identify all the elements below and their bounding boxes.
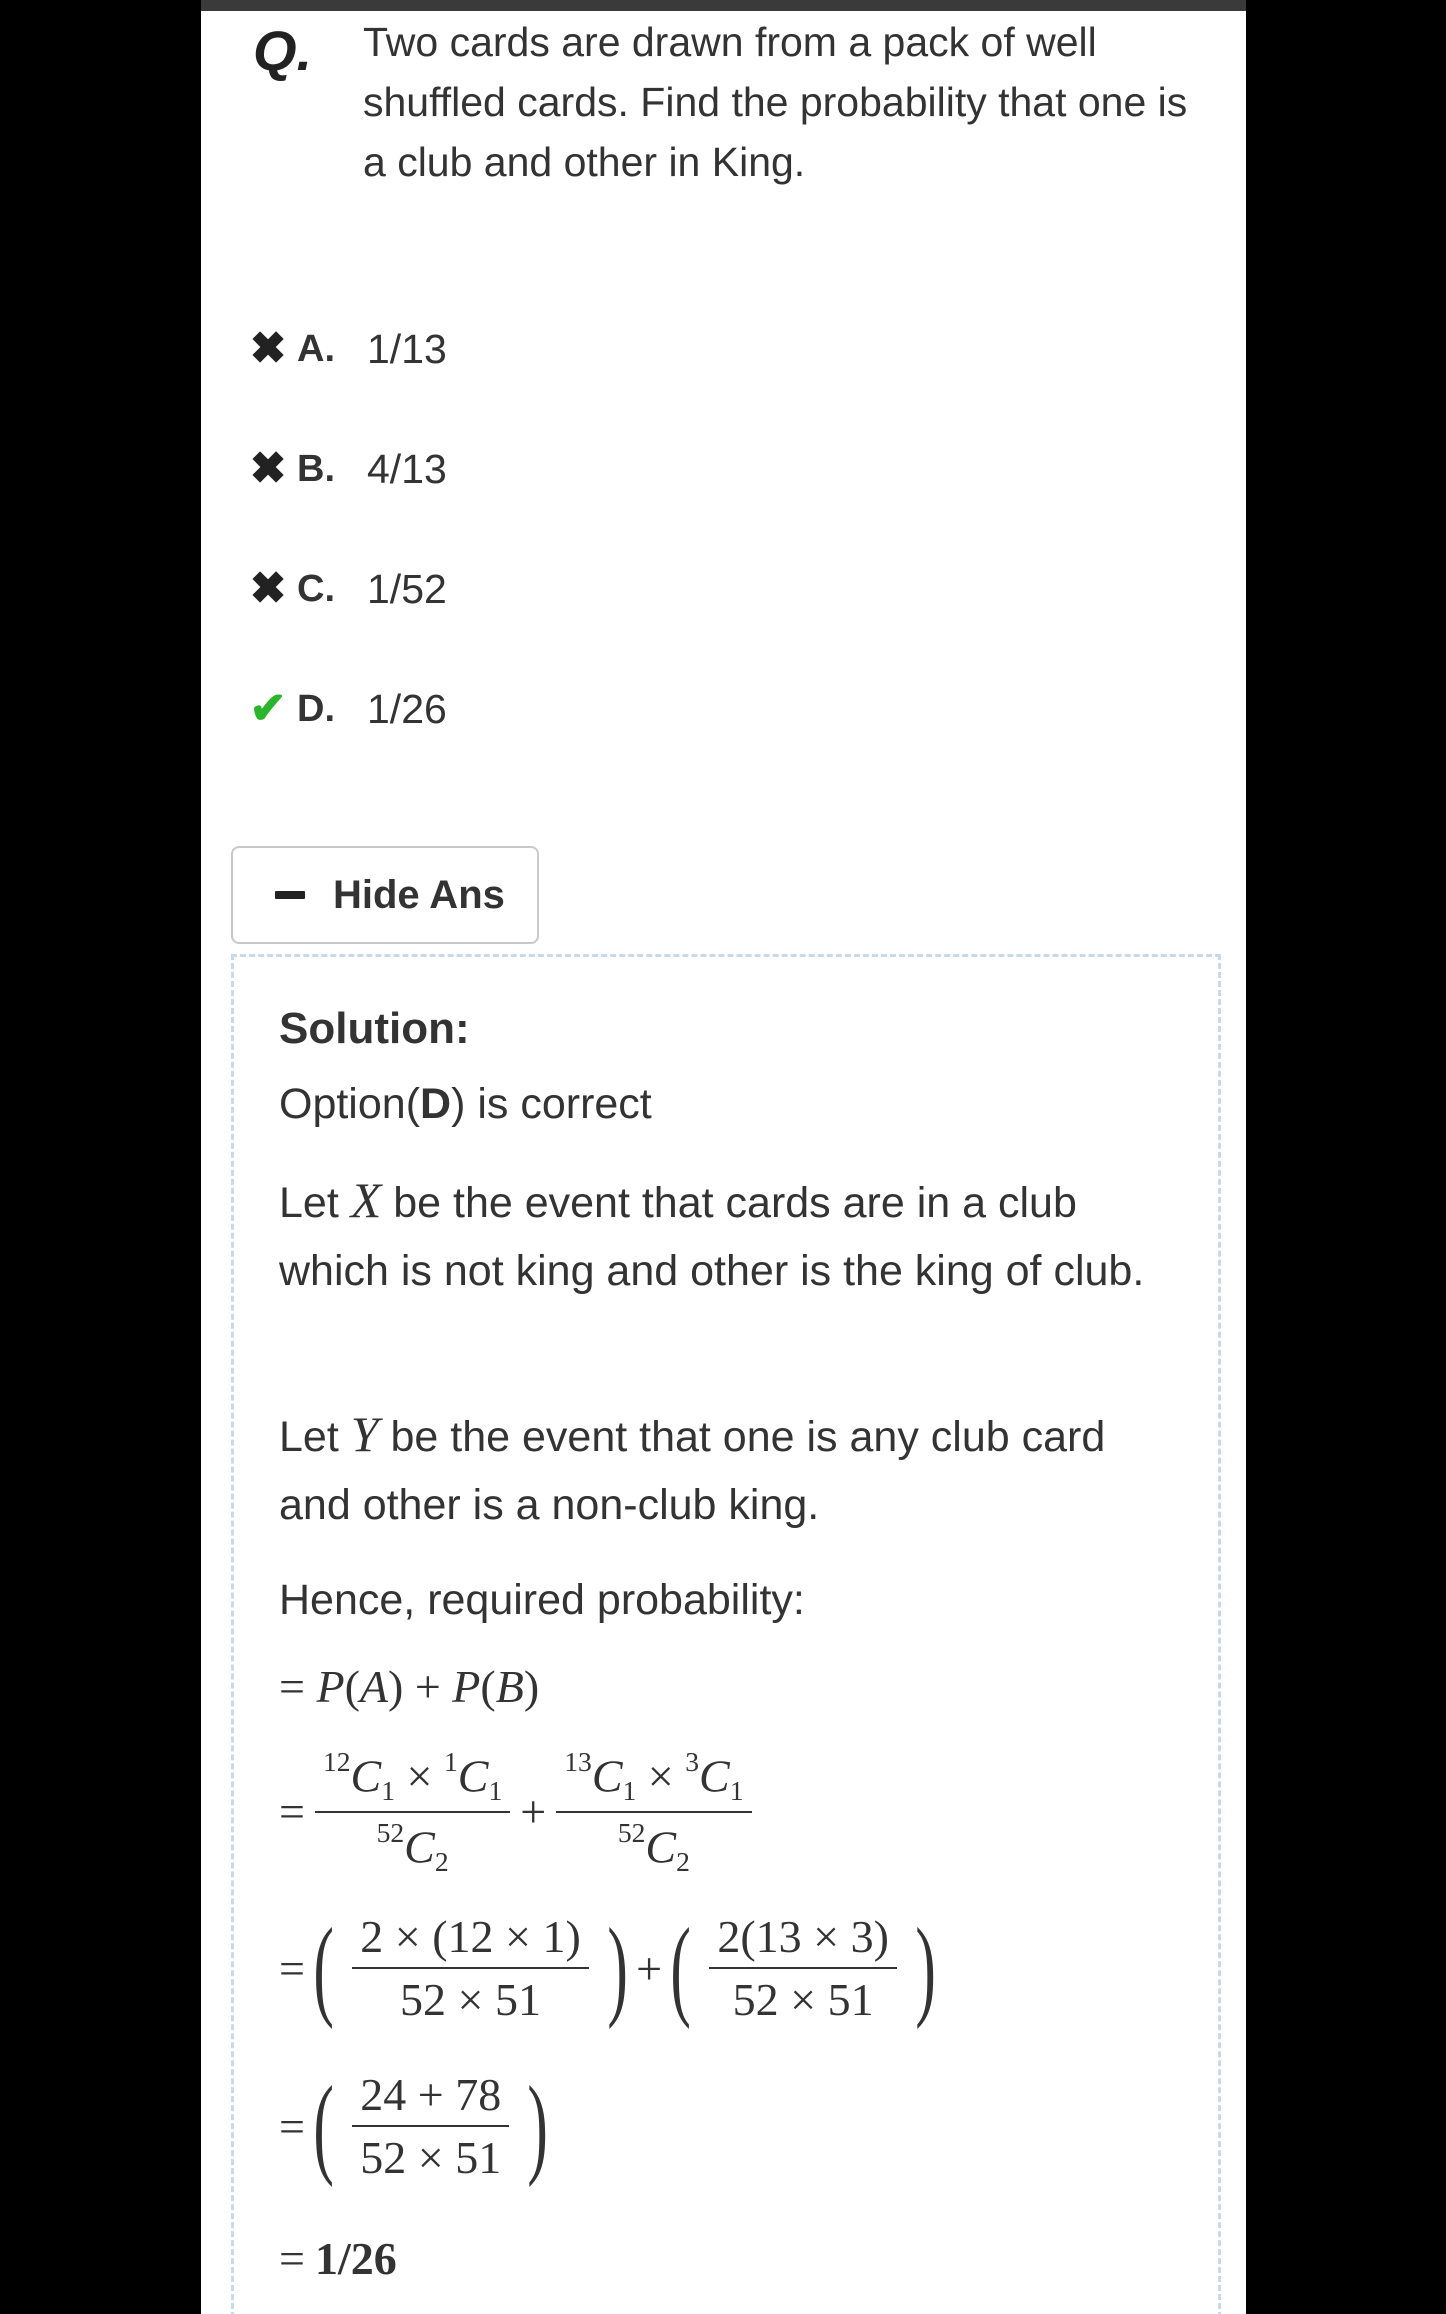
hide-answer-label: Hide Ans bbox=[333, 872, 505, 917]
minus-icon bbox=[275, 891, 305, 899]
var-x: X bbox=[350, 1172, 382, 1228]
correct-option-line: Option(D) is correct bbox=[279, 1080, 652, 1128]
option-value: 1/13 bbox=[367, 325, 447, 372]
solution-para-x: Let X be the event that cards are in a club which is not king and other is the king of club. bbox=[279, 1172, 1145, 1295]
option-letter: A. bbox=[297, 327, 335, 370]
var-y: Y bbox=[350, 1406, 379, 1462]
equation-line-1: = P(A) + P(B) bbox=[279, 1661, 540, 1712]
solution-para-hence: Hence, required probability: bbox=[279, 1576, 805, 1624]
option-value: 1/26 bbox=[367, 685, 447, 732]
equation-line-4: = ( $\frac{24 + 78}{52 \times 51}$ ) bbox=[279, 2064, 549, 2188]
question-marker: Q. bbox=[253, 19, 313, 82]
option-a[interactable] bbox=[245, 319, 447, 379]
equation-line-3: = ( $\frac{2 \times (12 \times 1)}{52 \times 51}$ ) + ( $\frac{2(13 \times 3)}{52 \times 51}$ ) bbox=[279, 1906, 936, 2030]
fraction: $\frac{^{12}C_1 \times ^1C_1}{^{52}C_2}$ bbox=[315, 1746, 510, 1878]
option-value: 4/13 bbox=[367, 445, 447, 492]
x-icon: ✖ bbox=[249, 444, 287, 493]
solution-para-y: Let Y be the event that one is any club card and other is a non-club king. bbox=[279, 1406, 1106, 1529]
option-c[interactable] bbox=[245, 559, 447, 619]
question-text: Two cards are drawn from a pack of well shuffled cards. Find the probability that one is a club and other in King. bbox=[363, 19, 1188, 185]
equation-line-2: = $\frac{^{12}C_1 \times ^1C_1}{^{52}C_2}$ + $\frac{^{13}C_1 \times ^3C_1}{^{52}C_2}$ bbox=[279, 1746, 762, 1878]
option-letter: B. bbox=[297, 447, 335, 490]
x-icon: ✖ bbox=[249, 564, 287, 613]
option-d[interactable] bbox=[245, 679, 447, 739]
option-letter: C. bbox=[297, 567, 335, 610]
x-icon: ✖ bbox=[249, 324, 287, 373]
fraction: $\frac{24 + 78}{52 \times 51}$ bbox=[352, 2068, 509, 2184]
final-answer: 1/26 bbox=[314, 2233, 397, 2284]
fraction: $\frac{2(13 \times 3)}{52 \times 51}$ bbox=[709, 1910, 897, 2026]
fraction: $\frac{^{13}C_1 \times ^3C_1}{^{52}C_2}$ bbox=[556, 1746, 751, 1878]
option-value: 1/52 bbox=[367, 565, 447, 612]
question-page bbox=[201, 0, 1246, 2314]
option-b[interactable] bbox=[245, 439, 447, 499]
option-letter: D. bbox=[297, 687, 335, 730]
top-bar bbox=[201, 0, 1246, 11]
correct-option-letter: D bbox=[420, 1080, 452, 1128]
fraction: $\frac{2 \times (12 \times 1)}{52 \times 51}$ bbox=[352, 1910, 589, 2026]
hide-answer-button[interactable] bbox=[231, 846, 539, 944]
solution-heading: Solution: bbox=[279, 1004, 470, 1053]
equation-final: = 1/26 bbox=[279, 2233, 397, 2284]
check-icon: ✔ bbox=[249, 684, 287, 733]
